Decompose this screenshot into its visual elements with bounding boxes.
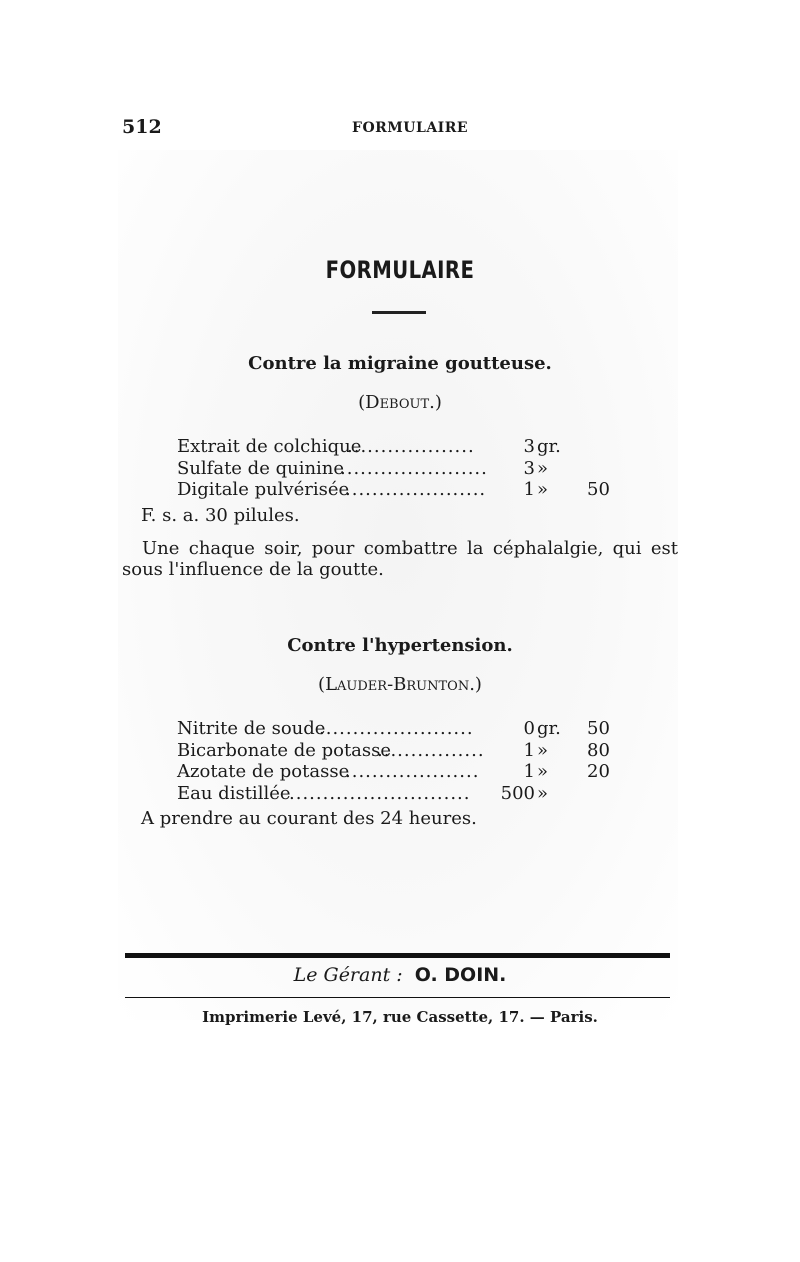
ingredient-unit: » — [537, 782, 549, 804]
ingredient-name: Azotate de potasse — [177, 761, 350, 782]
page-number: 512 — [122, 116, 162, 138]
footer-rule — [125, 953, 670, 958]
ingredient-name: Sulfate de quinine — [177, 457, 345, 479]
gerant-label: Le Gérant : — [293, 964, 403, 986]
ingredient-name: Bicarbonate de potasse — [177, 739, 392, 761]
preparation-note: F. s. a. 30 pilules. — [141, 505, 300, 526]
section-heading-hypertension: Contre l'hypertension. — [287, 635, 513, 656]
ingredient-name: Digitale pulvérisée — [177, 479, 350, 500]
ingredient-quantity: 500 — [500, 782, 535, 804]
ingredient-quantity: 3 — [523, 457, 535, 479]
title-rule — [372, 311, 426, 314]
ingredient-unit: » — [537, 761, 549, 782]
ingredient-fraction: 50 — [587, 718, 610, 739]
ingredient-row — [177, 740, 647, 762]
ingredient-name: Extrait de colchique — [177, 436, 362, 457]
dot-leader: ................... — [347, 436, 475, 457]
dot-leader: .................... — [345, 761, 480, 782]
ingredient-row — [177, 458, 647, 480]
ingredient-name: Nitrite de soude — [177, 718, 326, 739]
ingredient-list-migraine — [177, 436, 647, 501]
ingredient-unit: » — [537, 739, 549, 761]
ingredient-quantity: 1 — [523, 761, 535, 782]
ingredient-fraction: 80 — [587, 739, 610, 761]
gerant-line — [0, 964, 800, 986]
section-author-lauder-brunton: (Lauder-Brunton.) — [318, 674, 482, 695]
printer-imprint: Imprimerie Levé, 17, rue Cassette, 17. — Paris. — [202, 1008, 598, 1026]
ingredient-unit: gr. — [537, 436, 561, 457]
ingredient-row — [177, 718, 647, 740]
dosage-instruction: Une chaque soir, pour combattre la céphalalgie, qui est sous l'influence de la goutte. — [122, 538, 678, 580]
dot-leader: ...................... — [340, 457, 488, 479]
ingredient-unit: gr. — [537, 718, 561, 739]
ingredient-quantity: 0 — [523, 718, 535, 739]
ingredient-row — [177, 479, 647, 501]
ingredient-quantity: 1 — [523, 479, 535, 500]
ingredient-name: Eau distillée — [177, 782, 291, 804]
page-title: FORMULAIRE — [325, 256, 475, 284]
ingredient-fraction: 20 — [587, 761, 610, 782]
ingredient-quantity: 3 — [523, 436, 535, 457]
dot-leader: ..................... — [345, 479, 487, 500]
ingredient-fraction: 50 — [587, 479, 610, 500]
gerant-name: O. DOIN. — [414, 964, 507, 986]
footer-rule — [125, 997, 670, 998]
dot-leader: ........................... — [289, 782, 471, 804]
dot-leader: ................ — [377, 739, 485, 761]
section-author-debout: (Debout.) — [358, 392, 442, 413]
dosage-instruction: A prendre au courant des 24 heures. — [141, 808, 477, 829]
ingredient-row — [177, 761, 647, 783]
dot-leader: ....................... — [319, 718, 474, 739]
ingredient-row — [177, 436, 647, 458]
ingredient-unit: » — [537, 457, 549, 479]
section-heading-migraine: Contre la migraine goutteuse. — [248, 353, 552, 374]
running-title: FORMULAIRE — [352, 120, 469, 136]
running-head — [122, 112, 682, 142]
ingredient-unit: » — [537, 479, 549, 500]
ingredient-quantity: 1 — [523, 739, 535, 761]
ingredient-row — [177, 783, 647, 805]
ingredient-list-hypertension — [177, 718, 647, 804]
